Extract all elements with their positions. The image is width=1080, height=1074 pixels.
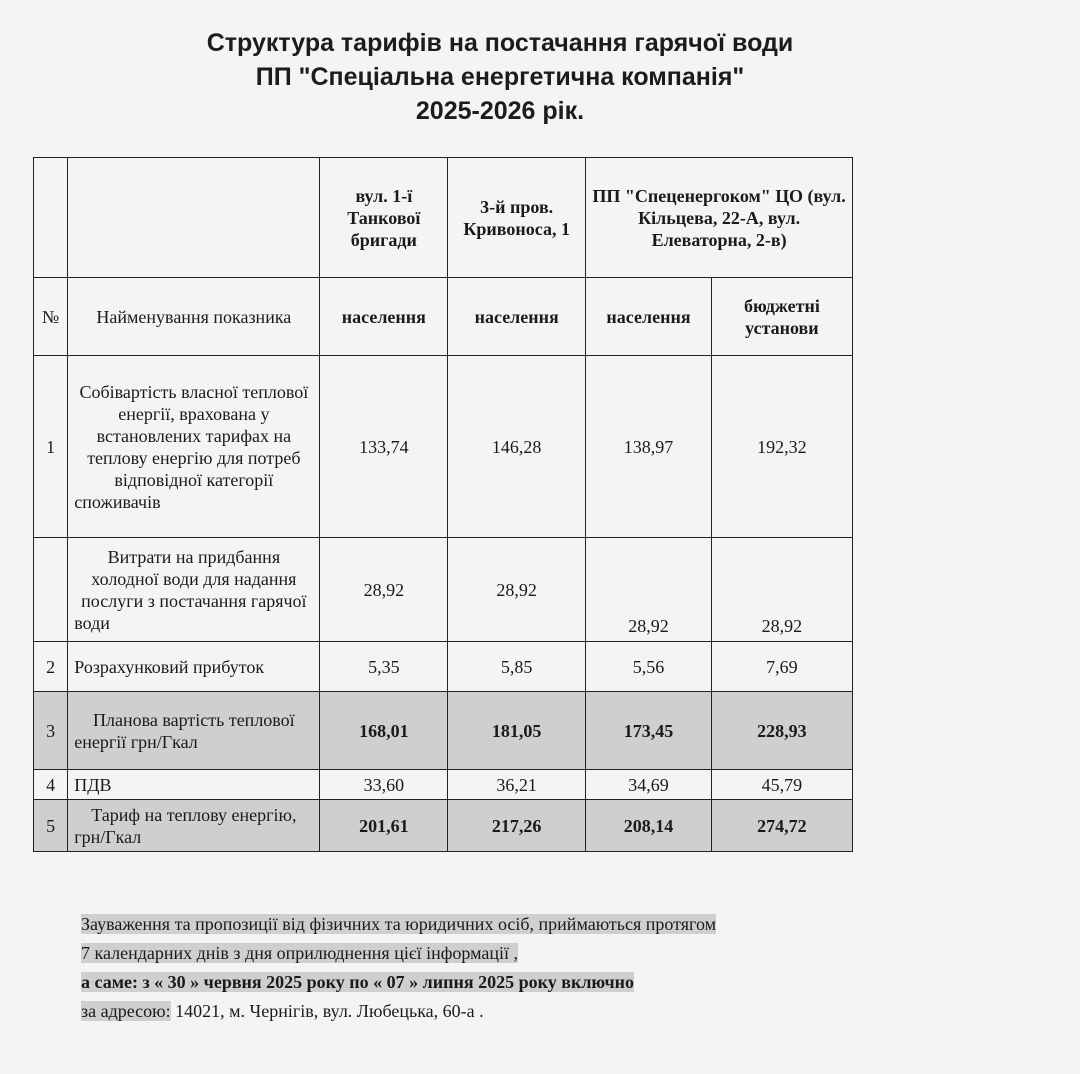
row-value: 201,61 xyxy=(320,800,448,852)
row-value: 28,92 xyxy=(711,538,852,642)
row-num: 2 xyxy=(34,642,68,692)
row-value: 34,69 xyxy=(586,770,712,800)
header-location-3: ПП "Спеценергоком" ЦО (вул. Кільцева, 22-А, вул. Елеваторна, 2-в) xyxy=(586,158,853,278)
table-row xyxy=(34,770,853,800)
row-num: 1 xyxy=(34,356,68,538)
tariff-table xyxy=(33,157,853,852)
header-empty-name xyxy=(68,158,320,278)
row-value: 173,45 xyxy=(586,692,712,770)
row-value: 217,26 xyxy=(448,800,586,852)
row-name: Собівартість власної теплової енергії, врахована у встановлених тарифах на теплову енергію для потреб відповідної категорії споживачів xyxy=(68,356,320,538)
table-row xyxy=(34,356,853,538)
row-value: 5,85 xyxy=(448,642,586,692)
header-num: № xyxy=(34,278,68,356)
row-value: 7,69 xyxy=(711,642,852,692)
row-value: 33,60 xyxy=(320,770,448,800)
notice-address: 14021, м. Чернігів, вул. Любецька, 60-а . xyxy=(170,1001,484,1021)
row-value: 138,97 xyxy=(586,356,712,538)
row-value: 5,35 xyxy=(320,642,448,692)
header-empty-num xyxy=(34,158,68,278)
row-value: 36,21 xyxy=(448,770,586,800)
row-value: 45,79 xyxy=(711,770,852,800)
table-row-highlighted xyxy=(34,800,853,852)
row-value: 146,28 xyxy=(448,356,586,538)
row-num xyxy=(34,538,68,642)
title-line-2: ПП "Спеціальна енергетична компанія" xyxy=(255,63,745,91)
notice-line-3: а саме: з « 30 » червня 2025 року по « 07 » липня 2025 року включно xyxy=(81,972,635,992)
row-value: 28,92 xyxy=(448,538,586,642)
row-name: ПДВ xyxy=(68,770,320,800)
row-value: 181,05 xyxy=(448,692,586,770)
row-num: 5 xyxy=(34,800,68,852)
notice-address-label: за адресою: xyxy=(81,1001,171,1021)
row-num: 4 xyxy=(34,770,68,800)
row-name: Витрати на придбання холодної води для надання послуги з постачання гарячої води xyxy=(68,538,320,642)
document-title xyxy=(0,26,1000,128)
row-name: Планова вартість теплової енергії грн/Гкал xyxy=(68,692,320,770)
row-value: 28,92 xyxy=(320,538,448,642)
row-value: 5,56 xyxy=(586,642,712,692)
header-location-1: вул. 1-ї Танкової бригади xyxy=(320,158,448,278)
title-line-1: Структура тарифів на постачання гарячої води xyxy=(206,29,794,57)
header-category-1: населення xyxy=(320,278,448,356)
header-location-2: 3-й пров. Кривоноса, 1 xyxy=(448,158,586,278)
header-row-locations xyxy=(34,158,853,278)
row-num: 3 xyxy=(34,692,68,770)
row-value: 228,93 xyxy=(711,692,852,770)
table-row-highlighted xyxy=(34,692,853,770)
table-row xyxy=(34,538,853,642)
row-name: Тариф на теплову енергію, грн/Гкал xyxy=(68,800,320,852)
header-category-4: бюджетні установи xyxy=(711,278,852,356)
row-value: 133,74 xyxy=(320,356,448,538)
row-value: 28,92 xyxy=(586,538,712,642)
row-value: 168,01 xyxy=(320,692,448,770)
header-category-3: населення xyxy=(586,278,712,356)
row-value: 208,14 xyxy=(586,800,712,852)
notice-block xyxy=(81,910,901,1026)
row-name: Розрахунковий прибуток xyxy=(68,642,320,692)
table-row xyxy=(34,642,853,692)
header-name: Найменування показника xyxy=(68,278,320,356)
notice-line-1: Зауваження та пропозиції від фізичних та юридичних осіб, приймаються протягом xyxy=(81,914,717,934)
row-value: 192,32 xyxy=(711,356,852,538)
row-value: 274,72 xyxy=(711,800,852,852)
header-category-2: населення xyxy=(448,278,586,356)
header-row-categories xyxy=(34,278,853,356)
notice-line-2: 7 календарних днів з дня оприлюднення цієї інформації , xyxy=(81,943,518,963)
title-line-3: 2025-2026 рік. xyxy=(415,97,585,125)
